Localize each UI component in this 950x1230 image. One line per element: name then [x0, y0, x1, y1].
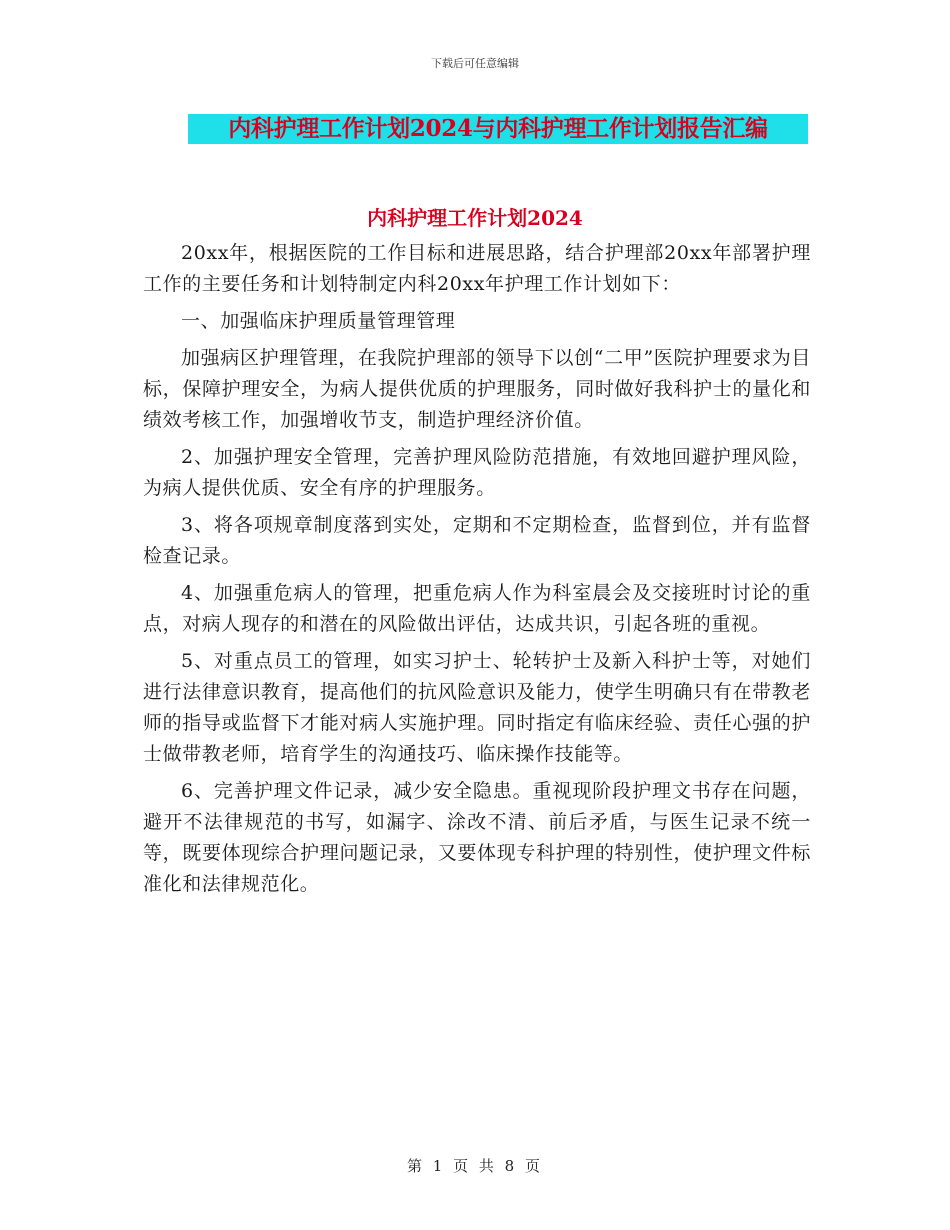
paragraph-1: 加强病区护理管理，在我院护理部的领导下以创“二甲”医院护理要求为目标，保障护理安全，为病人提供优质的护理服务，同时做好我科护士的量化和绩效考核工作，加强增收节支，制造护理经济价值。 — [143, 347, 811, 431]
paragraph-heading-1: 一、加强临床护理质量管理管理 — [181, 310, 456, 332]
paragraph-5: 5、对重点员工的管理，如实习护士、轮转护士及新入科护士等，对她们进行法律意识教育，提高他们的抗风险意识及能力，使学生明确只有在带教老师的指导或监督下才能对病人实施护理。同时指定有临床经验、责任心强的护士做带教老师，培育学生的沟通技巧、临床操作技能等。 — [143, 650, 811, 765]
header-note: 下载后可任意编辑 — [431, 57, 519, 70]
main-title: 内科护理工作计划2024与内科护理工作计划报告汇编 — [228, 115, 768, 142]
main-title-highlight — [188, 114, 808, 144]
paragraph-6: 6、完善护理文件记录，减少安全隐患。重视现阶段护理文书存在问题，避开不法律规范的书写，如漏字、涂改不清、前后矛盾，与医生记录不统一等，既要体现综合护理问题记录，又要体现专科护理的特别性，使护理文件标准化和法律规范化。 — [143, 780, 811, 895]
paragraph-4: 4、加强重危病人的管理，把重危病人作为科室晨会及交接班时讨论的重点，对病人现存的和潜在的风险做出评估，达成共识，引起各班的重视。 — [143, 582, 811, 635]
paragraph-intro: 20xx年，根据医院的工作目标和进展思路，结合护理部20xx年部署护理工作的主要任务和计划特制定内科20xx年护理工作计划如下： — [143, 242, 811, 295]
paragraph-3: 3、将各项规章制度落到实处，定期和不定期检查，监督到位，并有监督检查记录。 — [143, 514, 811, 567]
section-title: 内科护理工作计划2024 — [367, 206, 583, 230]
paragraph-2: 2、加强护理安全管理，完善护理风险防范措施，有效地回避护理风险，为病人提供优质、安全有序的护理服务。 — [143, 446, 811, 499]
document-body — [143, 238, 811, 906]
page-footer: 第 1 页 共 8 页 — [407, 1157, 543, 1175]
